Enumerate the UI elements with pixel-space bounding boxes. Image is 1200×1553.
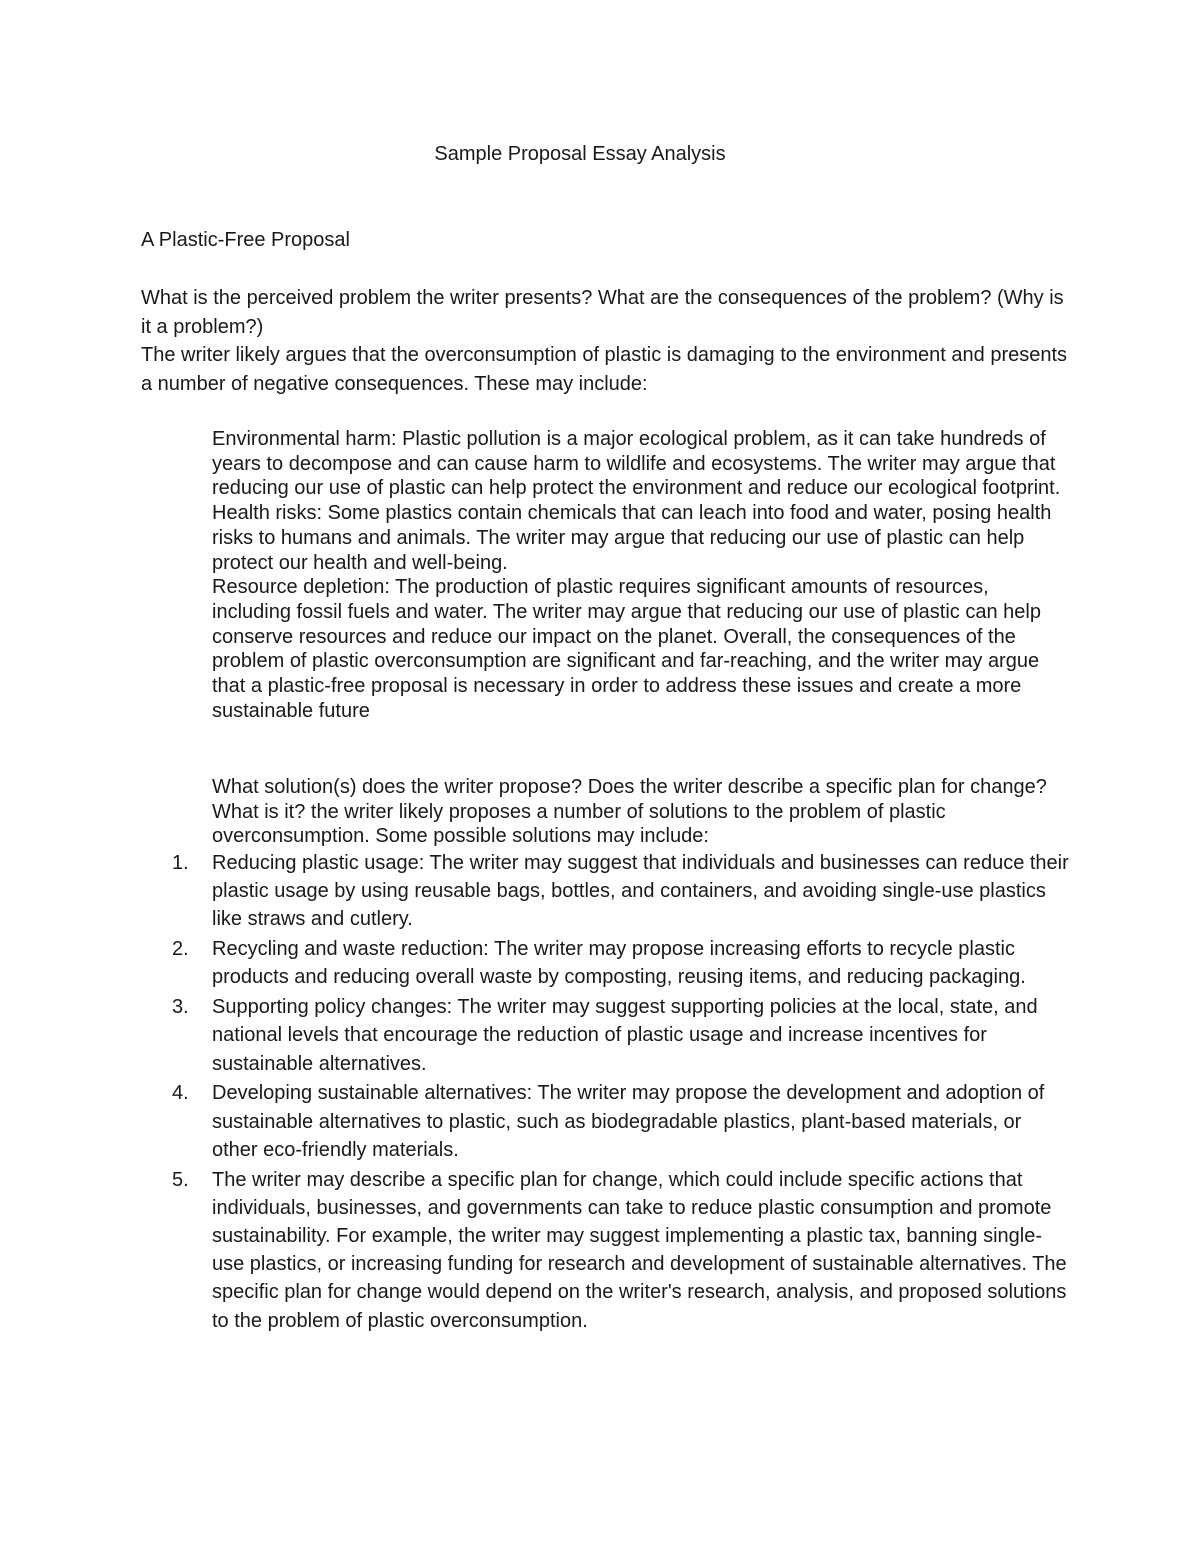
consequence-health-risks: Health risks: Some plastics contain chemicals that can leach into food and water, posing health risks to humans and animals. The writer may argue that reducing our use of plastic can help protect our health and well-being.	[212, 502, 1052, 574]
consequence-environmental-harm: Environmental harm: Plastic pollution is a major ecological problem, as it can take hundreds of years to decompose and can cause harm to wildlife and ecosystems. The writer may argue that reducing our use of plastic can help protect the environment and reduce our ecological footprint.	[212, 428, 1061, 500]
solution-item	[0, 935, 1072, 991]
document-title: Sample Proposal Essay Analysis	[434, 143, 726, 165]
solutions-list	[0, 849, 1072, 1336]
solution-text: Supporting policy changes: The writer may suggest supporting policies at the local, state, and national levels that encourage the reduction of plastic usage and increase incentives for sustainable alternatives.	[212, 996, 1038, 1075]
solution-text: Recycling and waste reduction: The writer may propose increasing efforts to recycle plastic products and reducing overall waste by composting, reusing items, and reducing packaging.	[212, 938, 1026, 989]
solution-number: 1.	[172, 852, 189, 874]
question-solutions: What solution(s) does the writer propose? Does the writer describe a specific plan for change? What is it? the writer likely proposes a number of solutions to the problem of plastic overconsumption. Some possible solutions may include:	[212, 776, 1047, 848]
solution-text: Developing sustainable alternatives: The writer may propose the development and adoption of sustainable alternatives to plastic, such as biodegradable plastics, plant-based materials, or other eco-friendly materials.	[212, 1082, 1045, 1161]
solution-text: The writer may describe a specific plan for change, which could include specific actions that individuals, businesses, and governments can take to reduce plastic consumption and promote sustainability. For example, the writer may suggest implementing a plastic tax, banning single-use plastics, or increasing funding for research and development of sustainable alternatives. The specific plan for change would depend on the writer's research, analysis, and proposed solutions to the problem of plastic overconsumption.	[212, 1168, 1067, 1332]
consequence-resource-depletion: Resource depletion: The production of plastic requires significant amounts of resources, including fossil fuels and water. The writer may argue that reducing our use of plastic can help conserve resources and reduce our impact on the planet. Overall, the consequences of the problem of plastic overconsumption are significant and far-reaching, and the writer may argue that a plastic-free proposal is necessary in order to address these issues and create a more sustainable future	[212, 576, 1041, 722]
solution-item	[0, 1166, 1072, 1335]
solution-number: 5.	[172, 1168, 189, 1191]
essay-title: A Plastic-Free Proposal	[141, 229, 350, 251]
solution-item	[0, 1079, 1072, 1164]
answer-problem: The writer likely argues that the overconsumption of plastic is damaging to the environment and presents a number of negative consequences. These may include:	[141, 344, 1068, 395]
solution-number: 2.	[172, 938, 189, 961]
solution-item	[0, 993, 1072, 1078]
question-problem: What is the perceived problem the writer presents? What are the consequences of the problem? (Why is it a problem?)	[141, 287, 1064, 338]
solution-number: 3.	[172, 996, 189, 1019]
solution-item	[0, 849, 1072, 934]
solution-text: Reducing plastic usage: The writer may suggest that individuals and businesses can reduce their plastic usage by using reusable bags, bottles, and containers, and avoiding single-use plastics like straws and cutlery.	[212, 852, 1069, 931]
solution-number: 4.	[172, 1082, 189, 1105]
consequences-block	[212, 427, 1072, 723]
